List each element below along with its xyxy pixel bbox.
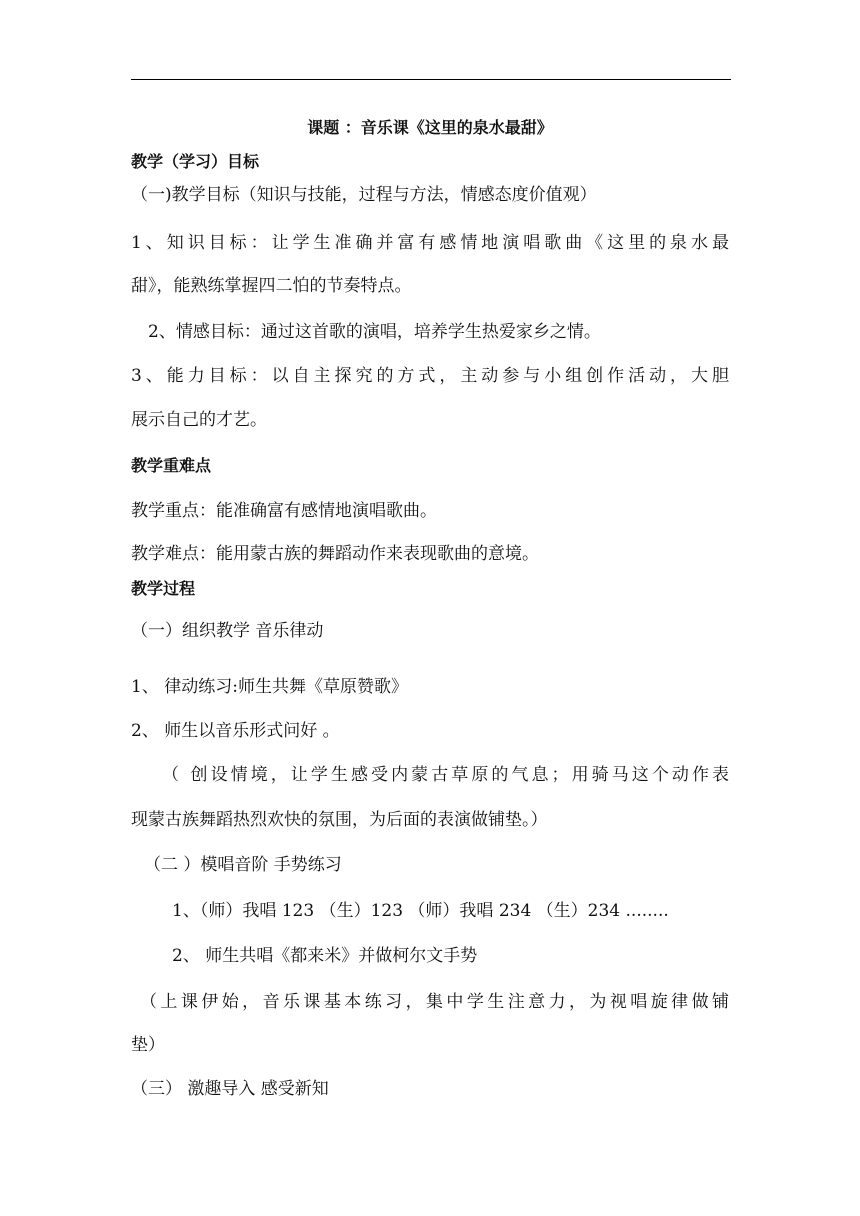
section2-item1: 1、（师）我唱 123 （生）123 （师）我唱 234 （生）234 ........ — [172, 901, 669, 921]
section2-note-line2: 垫） — [131, 1035, 165, 1055]
process-heading: 教学过程 — [131, 579, 196, 598]
objectives-intro: （一)教学目标（知识与技能，过程与方法，情感态度价值观） — [131, 185, 597, 205]
section1-note-line1: （ 创设情境，让学生感受内蒙古草原的气息；用骑马这个动作表 — [162, 765, 729, 785]
objective-ability-line2: 展示自己的才艺。 — [131, 410, 267, 430]
header-rule — [131, 79, 731, 80]
section1-item1: 1、 律动练习:师生共舞《草原赞歌》 — [131, 677, 408, 697]
objective-emotion: 2、情感目标：通过这首歌的演唱，培养学生热爱家乡之情。 — [148, 322, 601, 342]
section2-title: （二 ）模唱音阶 手势练习 — [144, 855, 342, 875]
objectives-heading: 教学（学习）目标 — [131, 152, 260, 171]
objective-knowledge-line1: 1、知识目标：让学生准确并富有感情地演唱歌曲《这里的泉水最 — [131, 233, 729, 253]
section3-title: （三） 激趣导入 感受新知 — [131, 1079, 329, 1099]
objective-ability-line1: 3、能力目标：以自主探究的方式，主动参与小组创作活动，大胆 — [131, 366, 729, 386]
teaching-focus: 教学重点：能准确富有感情地演唱歌曲。 — [131, 501, 437, 521]
teaching-difficulty: 教学难点：能用蒙古族的舞蹈动作来表现歌曲的意境。 — [131, 544, 539, 564]
section1-title: （一）组织教学 音乐律动 — [131, 621, 324, 641]
objective-knowledge-line2: 甜》，能熟练掌握四二怕的节奏特点。 — [131, 276, 412, 296]
section2-item2: 2、 师生共唱《都来米》并做柯尔文手势 — [172, 946, 478, 966]
key-points-heading: 教学重难点 — [131, 456, 212, 475]
lesson-title: 课题 ：音乐课《这里的泉水最甜》 — [307, 118, 553, 137]
section1-item2: 2、 师生以音乐形式问好 。 — [131, 721, 340, 741]
section2-note-line1: （上课伊始，音乐课基本练习，集中学生注意力，为视唱旋律做铺 — [140, 992, 729, 1012]
section1-note-line2: 现蒙古族舞蹈热烈欢快的氛围，为后面的表演做铺垫。） — [131, 810, 548, 830]
